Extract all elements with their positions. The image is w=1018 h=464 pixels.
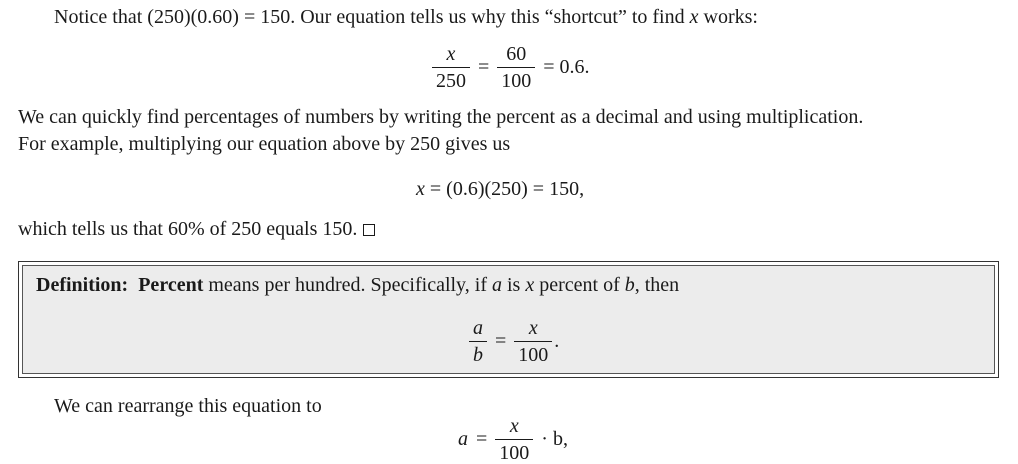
fraction-a-over-b <box>469 318 487 365</box>
definition-label: Definition: <box>36 274 129 296</box>
paragraph-percentages-line1: We can quickly find percentages of numbers by writing the percent as a decimal and using multiplication. <box>18 106 864 128</box>
fraction-denominator: 100 <box>497 67 535 91</box>
fraction-numerator: a <box>473 317 483 339</box>
equation-tail: · b, <box>541 428 568 450</box>
paragraph-rearrange: We can rearrange this equation to <box>54 395 322 417</box>
var-a: a <box>491 274 502 296</box>
equation-lhs: a <box>458 428 468 450</box>
paragraph-notice <box>54 6 758 29</box>
fraction-60-over-100 <box>497 44 535 91</box>
paragraph-conclusion-text: which tells us that 60% of 250 equals 150. <box>18 218 358 240</box>
definition-sentence <box>36 274 679 297</box>
definition-text: means per hundred. Specifically, if <box>203 274 492 296</box>
equals-sign: = <box>495 330 507 352</box>
equals-sign: = <box>476 428 488 450</box>
fraction-denominator: 250 <box>432 67 470 91</box>
equation-ratio <box>432 44 590 91</box>
equation-multiplication <box>416 178 584 201</box>
fraction-numerator: 60 <box>506 43 527 65</box>
definition-box-inner <box>22 265 995 374</box>
fraction-denominator: 100 <box>514 341 552 365</box>
fraction-x-over-100 <box>495 416 533 463</box>
var-x: x <box>416 178 425 200</box>
paragraph-notice-tail: works: <box>698 6 758 28</box>
equation-rearranged <box>458 416 568 463</box>
var-x: x <box>525 274 535 296</box>
fraction-numerator: x <box>446 43 456 65</box>
fraction-numerator: x <box>528 317 538 339</box>
definition-text: percent of <box>534 274 625 296</box>
fraction-numerator: x <box>509 415 519 437</box>
definition-text: , then <box>634 274 680 296</box>
fraction-x-over-250 <box>432 44 470 91</box>
paragraph-notice-text: Notice that (250)(0.60) = 150. Our equation tells us why this “shortcut” to find <box>54 6 690 28</box>
fraction-denominator: 100 <box>495 439 533 463</box>
equals-sign: = <box>478 56 490 78</box>
definition-box <box>18 261 999 378</box>
var-b: b <box>624 274 635 296</box>
fraction-x-over-100 <box>514 318 552 365</box>
definition-equation <box>469 318 559 365</box>
definition-term: Percent <box>138 274 204 296</box>
equation-rhs: = 0.6. <box>543 56 590 78</box>
paragraph-conclusion <box>18 218 375 241</box>
definition-text: is <box>501 274 526 296</box>
equation-rhs: = (0.6)(250) = 150, <box>424 178 585 200</box>
var-x: x <box>689 6 699 28</box>
qed-square-icon <box>363 224 375 236</box>
fraction-denominator: b <box>469 341 487 365</box>
paragraph-percentages-line2: For example, multiplying our equation above by 250 gives us <box>18 133 511 155</box>
equation-period: . <box>554 330 560 352</box>
